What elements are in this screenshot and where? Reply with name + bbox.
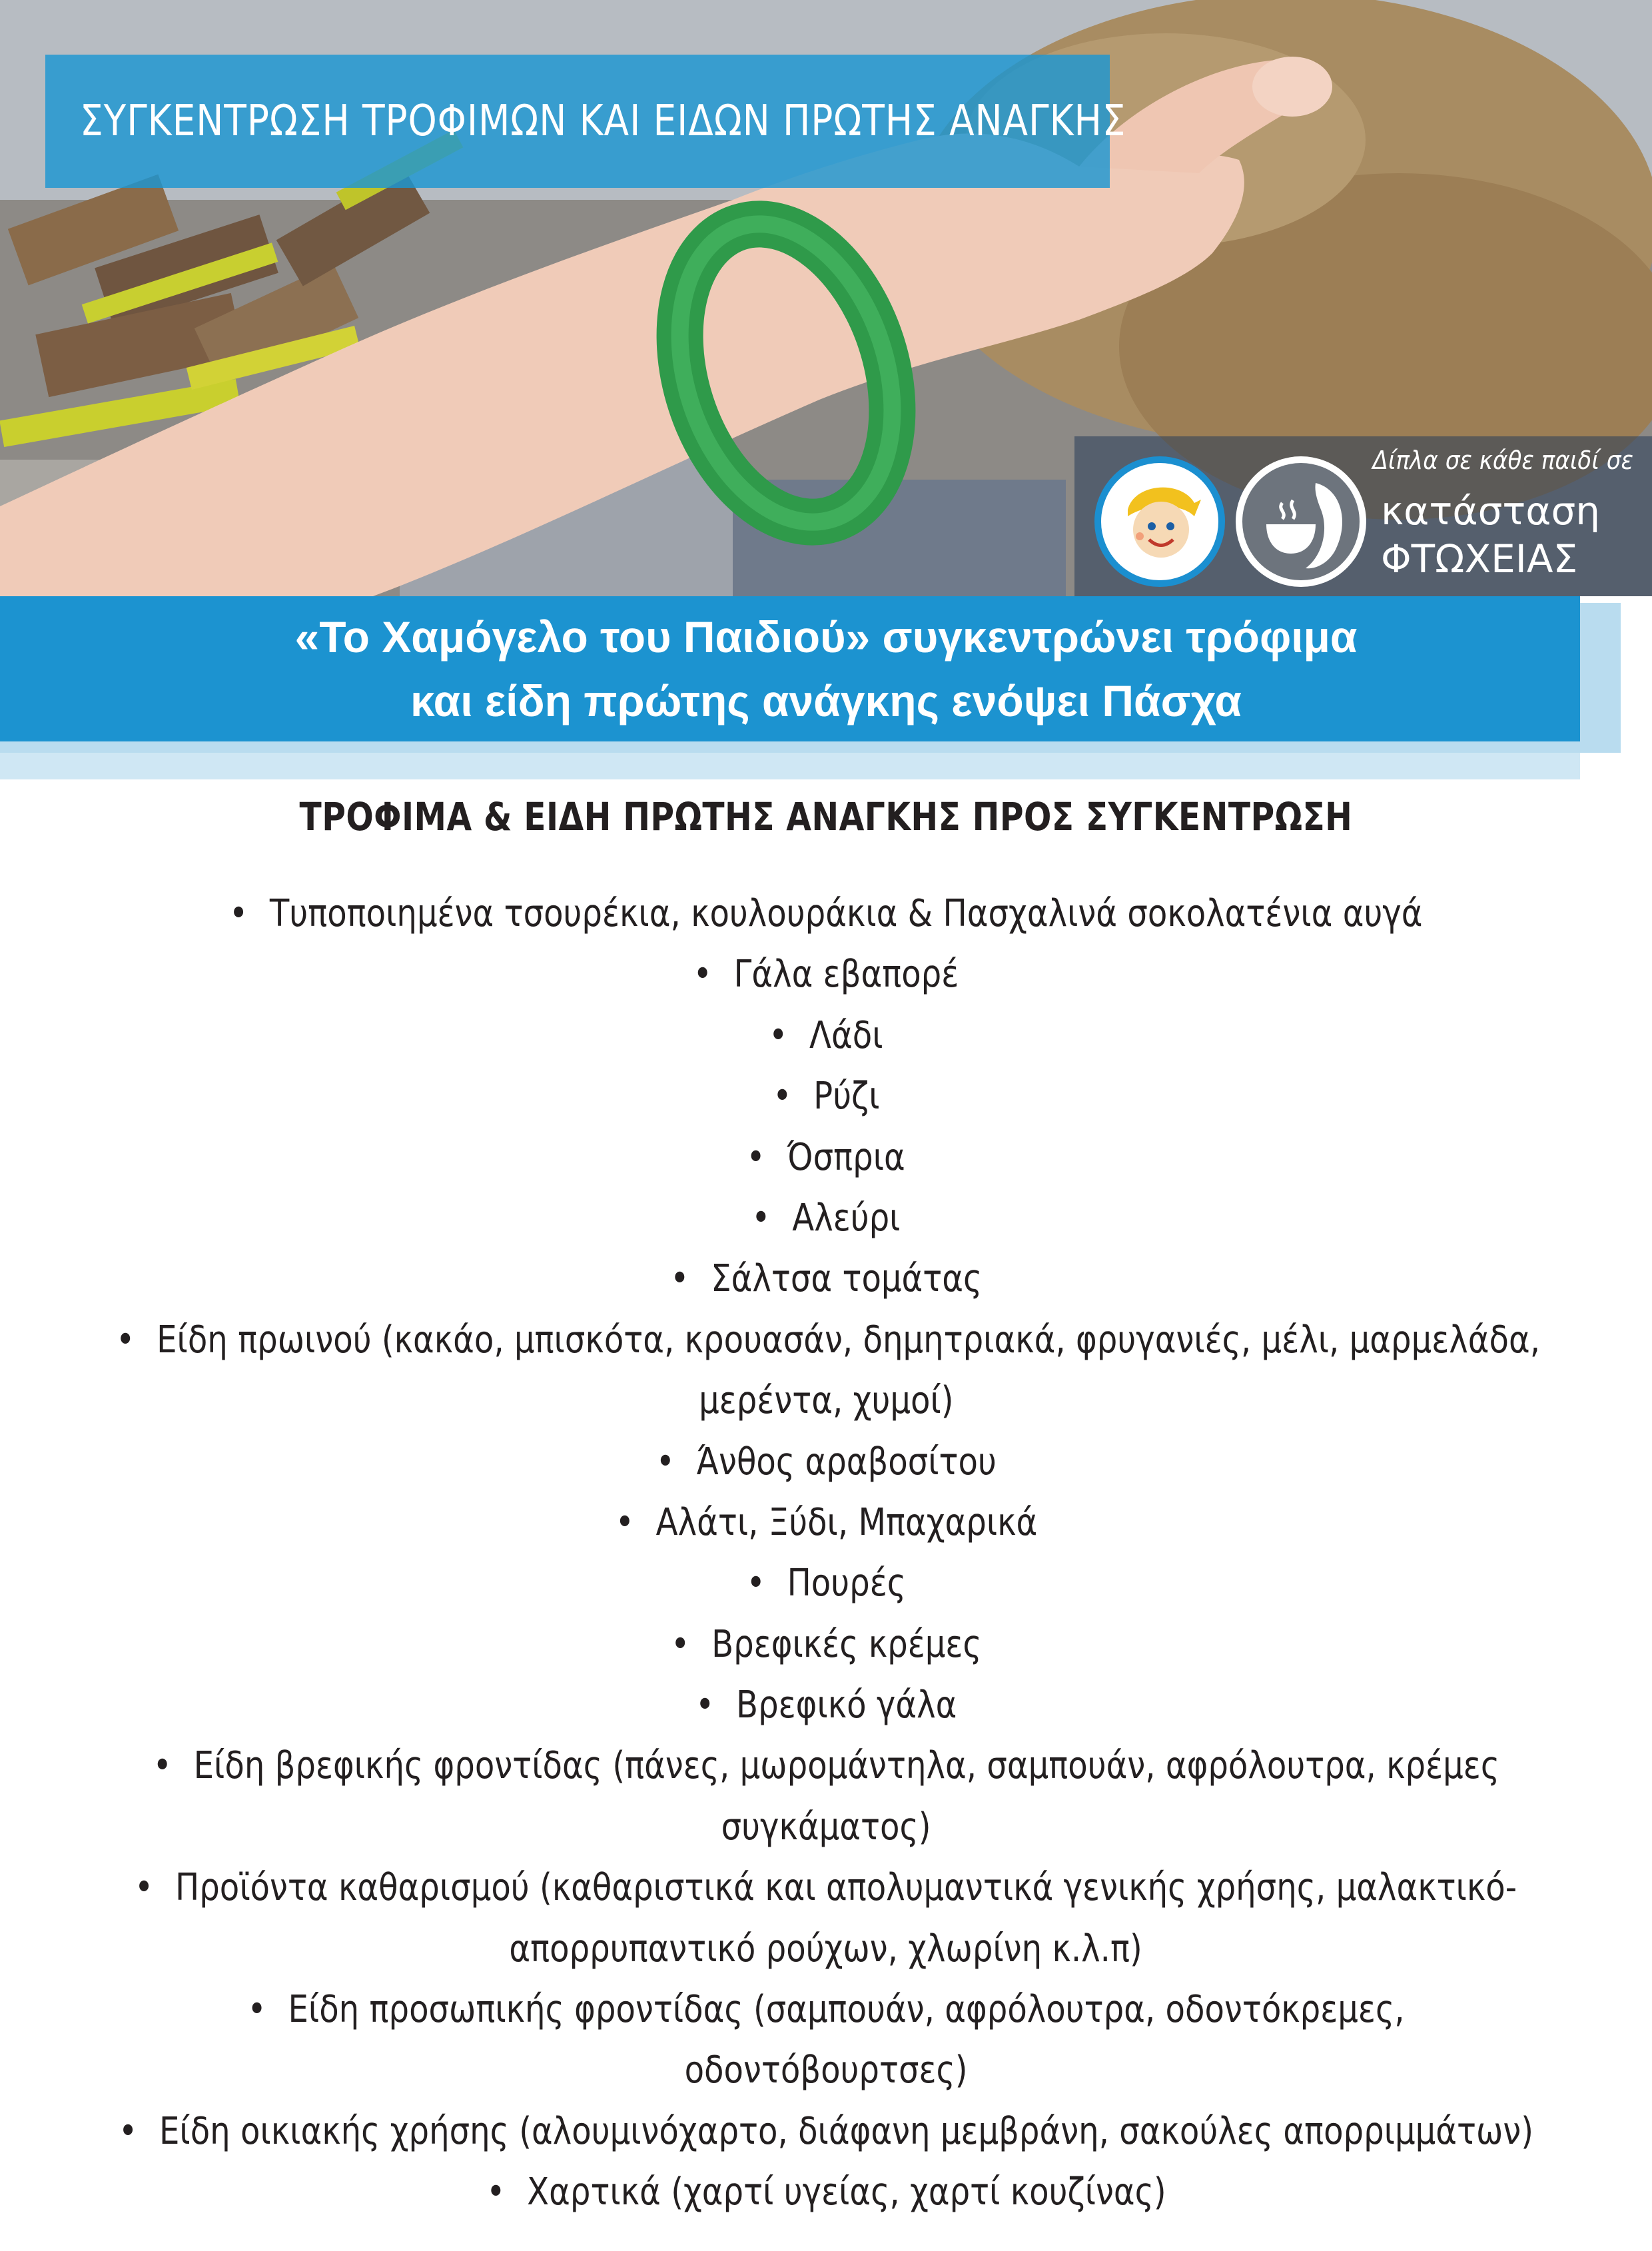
list-item-text: Χαρτικά (χαρτί υγείας, χαρτί κουζίνας) [526,2170,1166,2214]
bullet-icon: • [615,1500,634,1544]
list-item-text: Είδη βρεφικής φροντίδας (πάνες, μωρομάντηλα, σαμπουάν, αφρόλουτρα, κρέμες [193,1744,1499,1788]
list-item-text: Προϊόντα καθαρισμού (καθαριστικά και απολυμαντικά γενικής χρήσης, μαλακτικό- [175,1866,1517,1910]
hero-photo [0,0,1652,596]
bullet-icon: • [772,1075,792,1119]
bullet-icon: • [769,1013,788,1057]
list-item-text: Γάλα εβαπορέ [733,953,959,997]
items-list [0,883,1652,2223]
list-item [0,1614,1652,1675]
list-item-text: Βρεφικό γάλα [735,1683,957,1727]
list-item-continuation: οδοντόβουρτσες) [684,2048,968,2092]
logo-line1: κατάσταση [1381,488,1600,534]
bullet-icon: • [229,892,248,935]
logo-tagline: Δίπλα σε κάθε παιδί σε [1372,446,1633,475]
list-item-text: Είδη οικιακής χρήσης (αλουμινόχαρτο, διάφανη μεμβράνη, σακούλες απορριμμάτων) [159,2109,1534,2153]
list-item-text: Είδη προσωπικής φροντίδας (σαμπουάν, αφρόλουτρα, οδοντόκρεμες, [288,1988,1405,2032]
bullet-icon: • [695,1683,715,1727]
list-item-text: Βρεφικές κρέμες [711,1622,982,1666]
list-item-continuation: συγκάματος) [721,1805,931,1849]
list-item-continuation: μερέντα, χυμοί) [698,1379,954,1423]
top-title-band [45,55,1126,188]
bullet-icon: • [751,1196,771,1240]
list-item [0,1979,1652,2101]
headline-line1: «Το Χαμόγελο του Παιδιού» συγκεντρώνει τρόφιμα [294,612,1358,662]
bullet-icon: • [247,1988,266,2032]
bullet-icon: • [153,1744,172,1788]
logo-line2: ΦΤΩΧΕΙΑΣ [1381,536,1578,582]
child-face-icon [1101,463,1218,580]
list-item [0,883,1652,944]
list-item [0,1675,1652,1735]
list-item [0,1857,1652,1979]
list-item-text: Είδη πρωινού (κακάο, μπισκότα, κρουασάν, δημητριακά, φρυγανιές, μέλι, μαρμελάδα, [157,1318,1541,1362]
smile-of-the-child-logo [1094,456,1225,587]
list-item-text: Ρύζι [813,1075,880,1119]
bullet-icon: • [486,2170,506,2214]
bullet-icon: • [670,1622,690,1666]
logo-box [1074,436,1652,596]
list-item [0,1553,1652,1613]
list-item [0,1310,1652,1432]
headline-line2: και είδη πρώτης ανάγκης ενόψει Πάσχα [410,676,1242,725]
list-item-text: Λάδι [809,1013,883,1057]
list-item [0,1492,1652,1553]
list-item [0,1735,1652,1857]
bullet-icon: • [118,2109,138,2153]
list-item-text: Πουρές [787,1562,906,1605]
poverty-logo [1236,456,1366,587]
list-item [0,2101,1652,2162]
list-item [0,1005,1652,1066]
list-item [0,944,1652,1005]
list-item [0,2162,1652,2222]
list-item [0,1188,1652,1248]
list-item-text: Όσπρια [787,1135,906,1179]
list-item-continuation: απορρυπαντικό ρούχων, χλωρίνη κ.λ.π) [509,1927,1143,1971]
bullet-icon: • [135,1866,154,1910]
list-item-text: Αλάτι, Ξύδι, Μπαχαρικά [655,1500,1037,1544]
list-item-text: Άνθος αραβοσίτου [696,1440,997,1484]
list-item [0,1248,1652,1309]
headline [0,596,1652,741]
list-item [0,1127,1652,1188]
section-title: ΤΡΟΦΙΜΑ & ΕΙΔΗ ΠΡΩΤΗΣ ΑΝΑΓΚΗΣ ΠΡΟΣ ΣΥΓΚΕΝΤΡΩΣΗ [299,794,1353,839]
bullet-icon: • [746,1562,765,1605]
list-item [0,1066,1652,1126]
list-item-text: Σάλτσα τομάτας [710,1257,983,1301]
list-item [0,1432,1652,1492]
bullet-icon: • [116,1318,135,1362]
bullet-icon: • [655,1440,675,1484]
list-item-text: Τυποποιημένα τσουρέκια, κουλουράκια & Πασχαλινά σοκολατένια αυγά [270,892,1423,935]
bullet-icon: • [693,953,713,997]
top-band-title: ΣΥΓΚΕΝΤΡΩΣΗ ΤΡΟΦΙΜΩΝ ΚΑΙ ΕΙΔΩΝ ΠΡΩΤΗΣ ΑΝΑΓΚΗΣ [80,97,1126,146]
soup-bowl-icon [1242,463,1360,580]
bullet-icon: • [746,1135,766,1179]
list-item-text: Αλεύρι [792,1196,901,1240]
bullet-icon: • [669,1257,689,1301]
